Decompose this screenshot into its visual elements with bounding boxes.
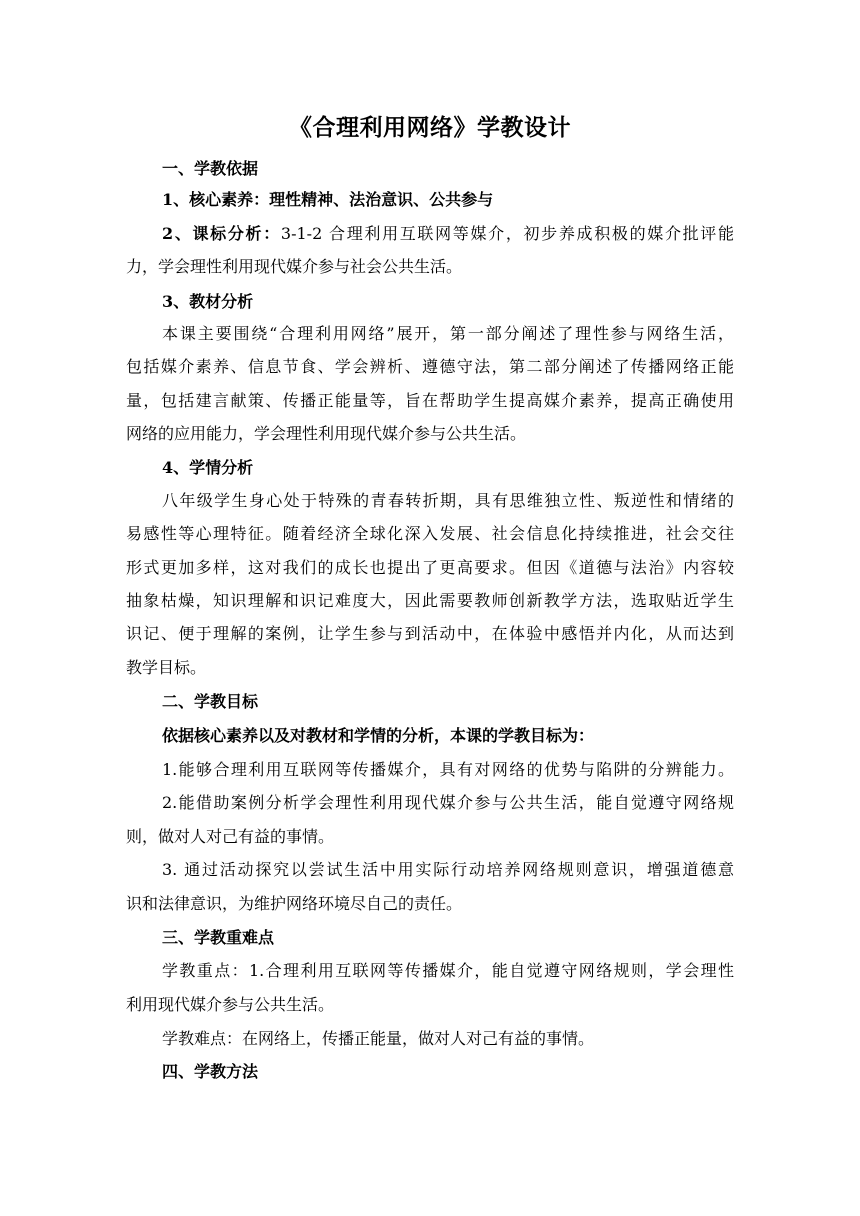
- core-literacy-item: 1、核心素养：理性精神、法治意识、公共参与: [162, 190, 494, 209]
- student-analysis-line-6: 教学目标。: [126, 658, 207, 677]
- goal-3-line-1: 3. 通过活动探究以尝试生活中用实际行动培养网络规则意识，增强道德意: [162, 860, 734, 879]
- student-analysis-line-1: 八年级学生身心处于特殊的青春转折期，具有思维独立性、叛逆性和情绪的: [162, 491, 734, 510]
- section-heading-basis: 一、学教依据: [162, 159, 259, 178]
- document-title: 《合理利用网络》学教设计: [289, 114, 571, 141]
- student-analysis-line-4: 抽象枯燥，知识理解和识记难度大，因此需要教师创新教学方法，选取贴近学生: [126, 591, 734, 610]
- goal-3-line-2: 识和法律意识，为维护网络环境尽自己的责任。: [126, 894, 463, 913]
- student-analysis-line-5: 识记、便于理解的案例，让学生参与到活动中，在体验中感悟并内化，从而达到: [126, 624, 734, 643]
- section-heading-goals: 二、学教目标: [162, 692, 259, 711]
- curriculum-analysis-text: 3-1-2 合理利用互联网等媒介，初步养成积极的媒介批评能: [280, 224, 734, 243]
- student-analysis-heading: 4、学情分析: [162, 458, 254, 477]
- student-analysis-line-3: 形式更加多样，这对我们的成长也提出了更高要求。但因《道德与法治》内容较: [126, 558, 734, 577]
- goals-intro: 依据核心素养以及对教材和学情的分析，本课的学教目标为：: [162, 726, 595, 745]
- textbook-analysis-line-3: 量，包括建言献策、传播正能量等，旨在帮助学生提高媒介素养，提高正确使用: [126, 391, 734, 410]
- section-heading-key-points: 三、学教重难点: [162, 928, 275, 947]
- textbook-analysis-heading: 3、教材分析: [162, 292, 254, 311]
- curriculum-analysis-label: 2、课标分析：: [162, 224, 281, 243]
- key-point-line-2: 利用现代媒介参与公共生活。: [126, 995, 335, 1014]
- student-analysis-line-2: 易感性等心理特征。随着经济全球化深入发展、社会信息化持续推进，社会交往: [126, 524, 734, 543]
- curriculum-analysis-line-2: 力，学会理性利用现代媒介参与社会公共生活。: [126, 257, 463, 276]
- goal-2-line-1: 2.能借助案例分析学会理性利用现代媒介参与公共生活，能自觉遵守网络规: [162, 793, 734, 812]
- curriculum-analysis-line-1: [162, 222, 734, 246]
- textbook-analysis-line-1: 本课主要围绕“合理利用网络”展开，第一部分阐述了理性参与网络生活，: [162, 324, 734, 343]
- textbook-analysis-line-2: 包括媒介素养、信息节食、学会辨析、遵德守法，第二部分阐述了传播网络正能: [126, 357, 734, 376]
- goal-1: 1.能够合理利用互联网等传播媒介，具有对网络的优势与陷阱的分辨能力。: [162, 760, 734, 779]
- goal-2-line-2: 则，做对人对己有益的事情。: [126, 827, 335, 846]
- textbook-analysis-line-4: 网络的应用能力，学会理性利用现代媒介参与公共生活。: [126, 424, 527, 443]
- key-point-line-1: 学教重点：1.合理利用互联网等传播媒介，能自觉遵守网络规则，学会理性: [162, 961, 734, 980]
- difficulty-line: 学教难点：在网络上，传播正能量，做对人对己有益的事情。: [162, 1029, 595, 1048]
- section-heading-methods: 四、学教方法: [162, 1062, 259, 1081]
